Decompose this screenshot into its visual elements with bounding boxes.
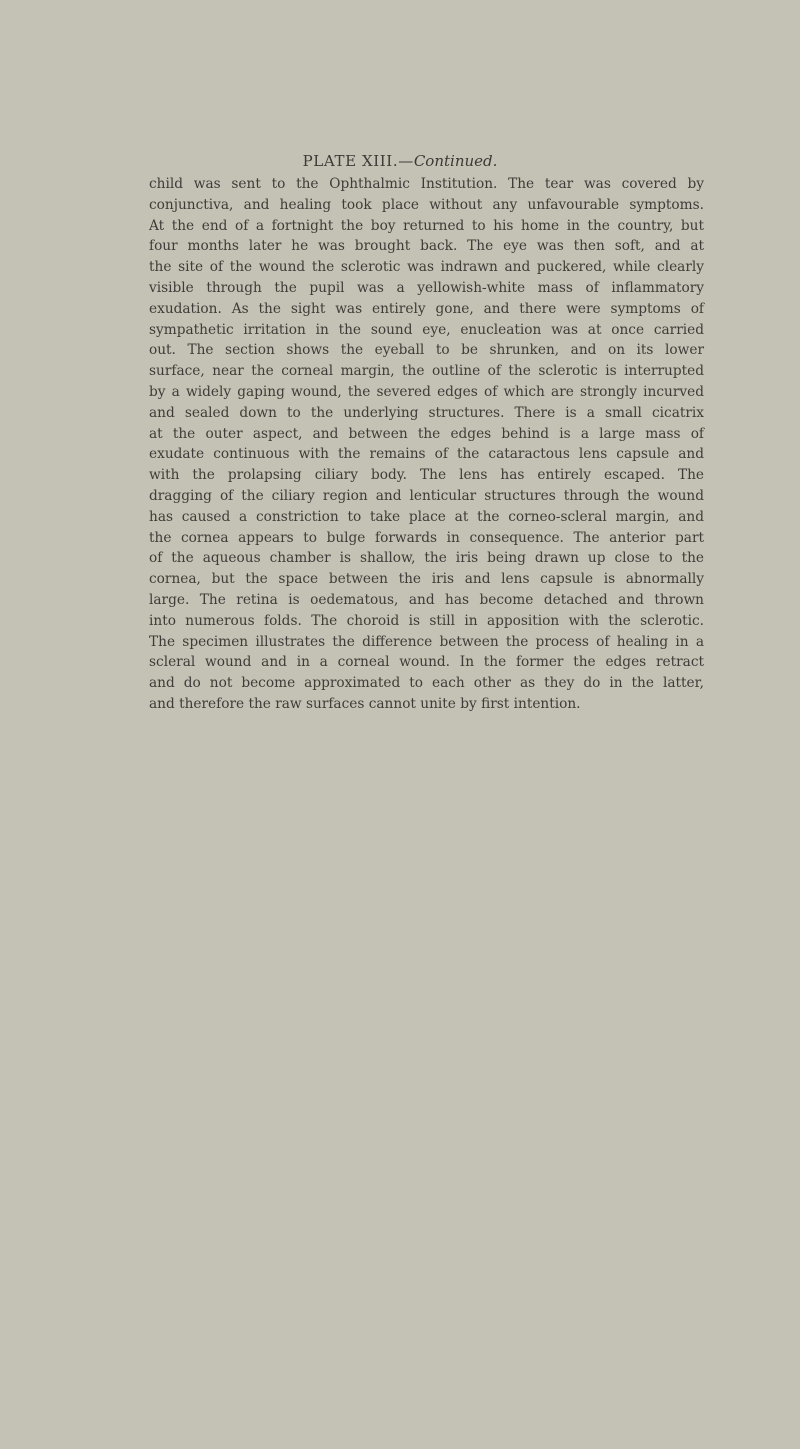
plate-heading (0, 152, 800, 170)
text-line: at the outer aspect, and between the edges behind is a large mass of (149, 425, 704, 442)
continued-label: Continued. (413, 152, 498, 170)
text-line: with the prolapsing ciliary body. The lens has entirely escaped. The (149, 467, 704, 484)
text-line: out. The section shows the eyeball to be shrunken, and on its lower (149, 342, 704, 359)
text-line: surface, near the corneal margin, the outline of the sclerotic is interrupted (149, 363, 704, 380)
text-line: visible through the pupil was a yellowish-white mass of inflammatory (149, 279, 704, 296)
text-line: child was sent to the Ophthalmic Institution. The tear was covered by (149, 176, 704, 192)
heading-dash: — (398, 152, 414, 170)
text-line: scleral wound and in a corneal wound. In the former the edges retract (149, 654, 704, 671)
text-line: has caused a constriction to take place at the corneo-scleral margin, and (149, 508, 704, 525)
text-line: exudation. As the sight was entirely gone, and there were symptoms of (149, 300, 704, 317)
text-line: four months later he was brought back. The eye was then soft, and at (149, 238, 704, 255)
text-line: conjunctiva, and healing took place without any unfavourable symptoms. (149, 196, 704, 213)
text-line: sympathetic irritation in the sound eye, enucleation was at once carried (149, 321, 704, 338)
text-line: of the aqueous chamber is shallow, the iris being drawn up close to the (149, 550, 704, 567)
text-line: cornea, but the space between the iris and lens capsule is abnormally (149, 571, 704, 588)
text-line: exudate continuous with the remains of the cataractous lens capsule and (149, 446, 704, 463)
text-line: the cornea appears to bulge forwards in consequence. The anterior part (149, 529, 704, 546)
text-line: into numerous folds. The choroid is still in apposition with the sclerotic. (149, 612, 704, 629)
body-paragraph (149, 174, 704, 715)
text-line: the site of the wound the sclerotic was indrawn and puckered, while clearly (149, 259, 704, 276)
text-line: large. The retina is oedematous, and has become detached and thrown (149, 591, 704, 608)
plate-label: PLATE XIII. (302, 152, 399, 170)
text-line: and sealed down to the underlying structures. There is a small cicatrix (149, 404, 704, 421)
text-line: At the end of a fortnight the boy returned to his home in the country, but (149, 217, 704, 234)
text-line: by a widely gaping wound, the severed edges of which are strongly incurved (149, 383, 704, 400)
text-line: and do not become approximated to each other as they do in the latter, (149, 675, 704, 692)
text-line: dragging of the ciliary region and lenticular structures through the wound (149, 487, 704, 504)
text-line: and therefore the raw surfaces cannot unite by first intention. (149, 695, 581, 712)
text-line: The specimen illustrates the difference between the process of healing in a (149, 633, 704, 650)
